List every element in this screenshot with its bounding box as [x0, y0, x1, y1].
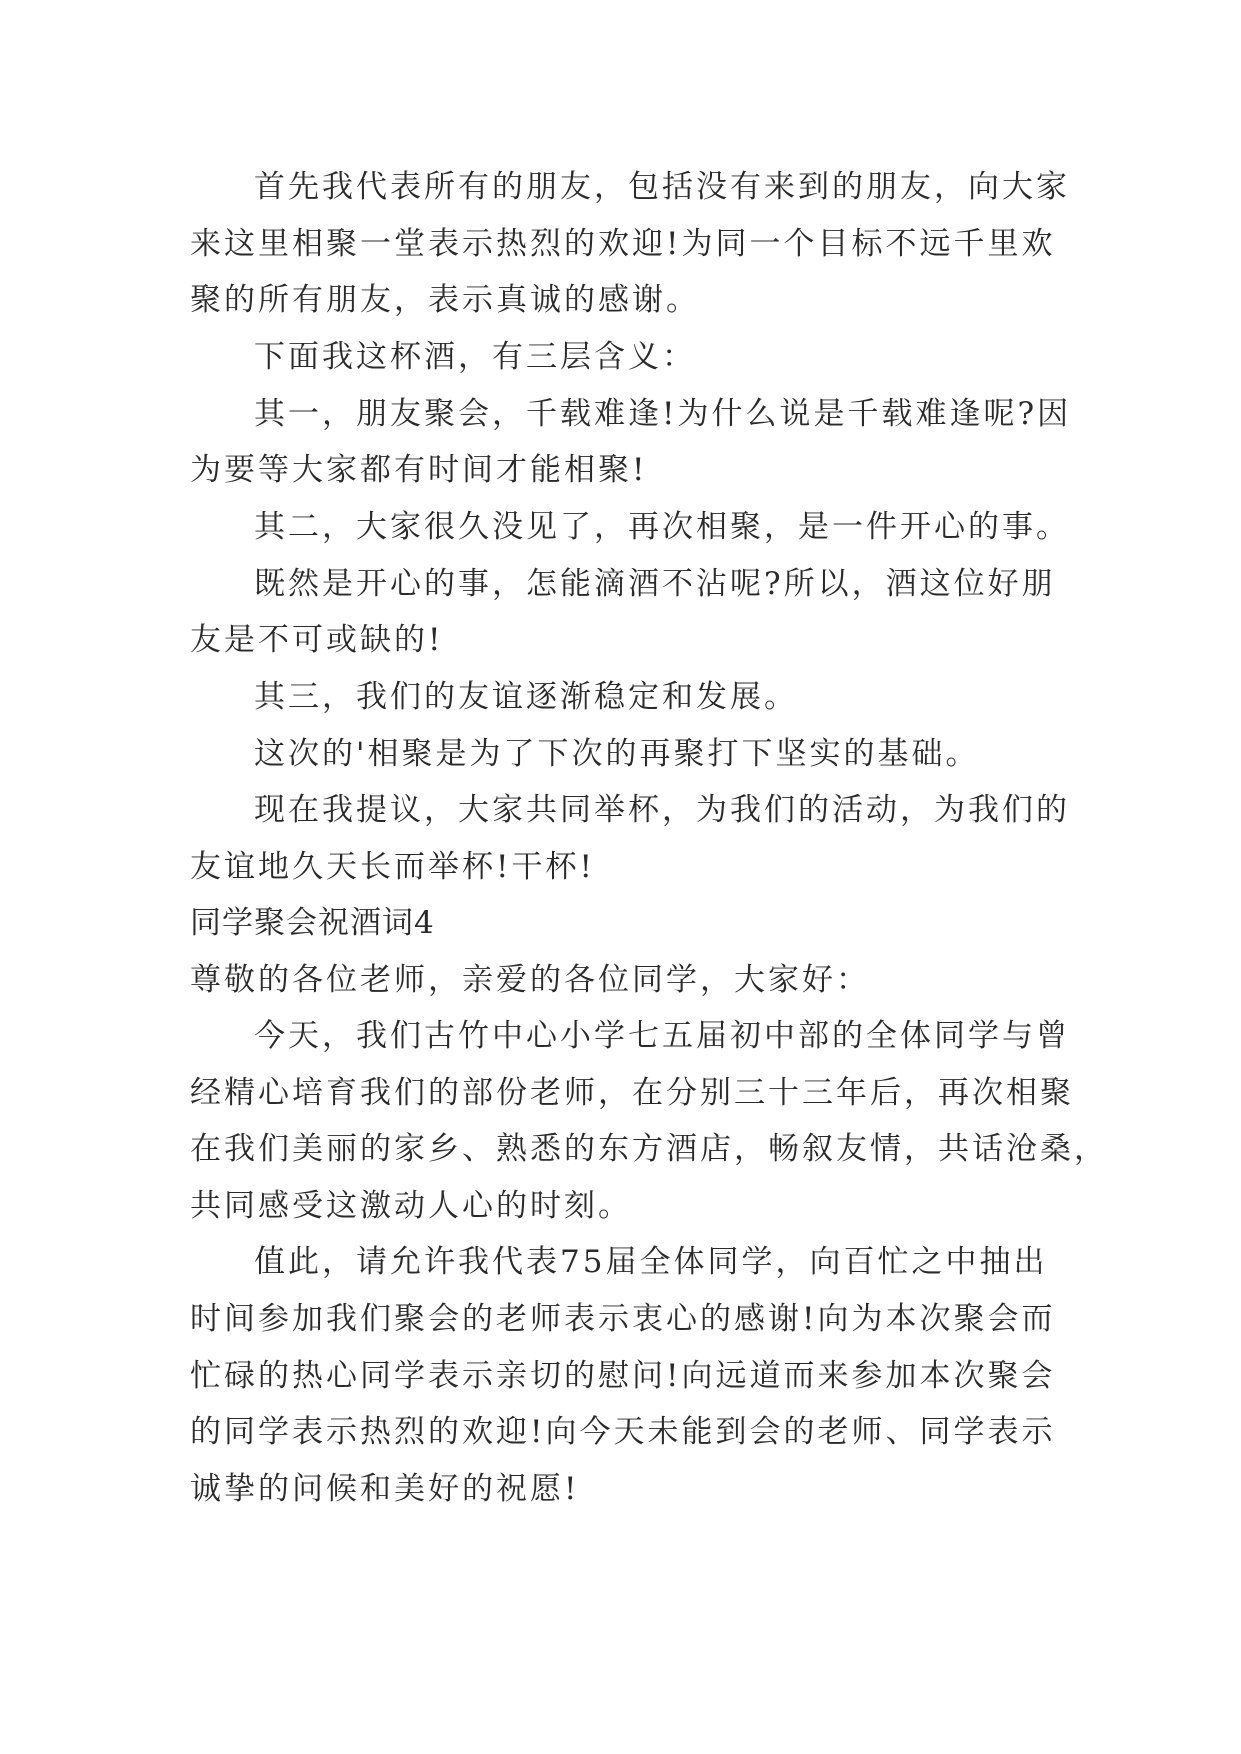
text-line: 为要等大家都有时间才能相聚! [190, 452, 648, 488]
text-line: 这次的'相聚是为了下次的再聚打下坚实的基础。 [254, 736, 980, 772]
text-line: 其二，大家很久没见了，再次相聚，是一件开心的事。 [254, 509, 1070, 545]
text-line: 共同感受这激动人心的时刻。 [190, 1188, 632, 1224]
text-line: 时间参加我们聚会的老师表示衷心的感谢!向为本次聚会而 [190, 1301, 1056, 1337]
text-line: 今天，我们古竹中心小学七五届初中部的全体同学与曾 [254, 1018, 1070, 1054]
text-line: 既然是开心的事，怎能滴酒不沾呢?所以，酒这位好朋 [254, 566, 1056, 602]
salutation: 尊敬的各位老师，亲爱的各位同学，大家好： [190, 962, 870, 998]
text-line: 诚挚的问候和美好的祝愿! [190, 1471, 580, 1507]
text-line: 值此，请允许我代表75届全体同学，向百忙之中抽出 [254, 1244, 1048, 1280]
section-heading: 同学聚会祝酒词4 [190, 905, 435, 941]
text-line: 现在我提议，大家共同举杯，为我们的活动，为我们的 [254, 792, 1070, 828]
text-line: 友谊地久天长而举杯!干杯! [190, 849, 595, 885]
text-line: 在我们美丽的家乡、熟悉的东方酒店，畅叙友情，共话沧桑， [190, 1131, 1108, 1167]
text-line: 经精心培育我们的部份老师，在分别三十三年后，再次相聚 [190, 1075, 1074, 1111]
text-line: 友是不可或缺的! [190, 622, 444, 658]
text-line: 下面我这杯酒，有三层含义： [254, 339, 696, 375]
text-line: 忙碌的热心同学表示亲切的慰问!向远道而来参加本次聚会 [190, 1358, 1056, 1394]
text-line: 其三，我们的友谊逐渐稳定和发展。 [254, 679, 798, 715]
text-line: 其一，朋友聚会，千载难逢!为什么说是千载难逢呢?因 [254, 396, 1072, 432]
text-line: 聚的所有朋友，表示真诚的感谢。 [190, 282, 700, 318]
text-line: 来这里相聚一堂表示热烈的欢迎!为同一个目标不远千里欢 [190, 226, 1056, 262]
text-line: 的同学表示热烈的欢迎!向今天未能到会的老师、同学表示 [190, 1414, 1056, 1450]
text-line: 首先我代表所有的朋友，包括没有来到的朋友，向大家 [254, 169, 1070, 205]
